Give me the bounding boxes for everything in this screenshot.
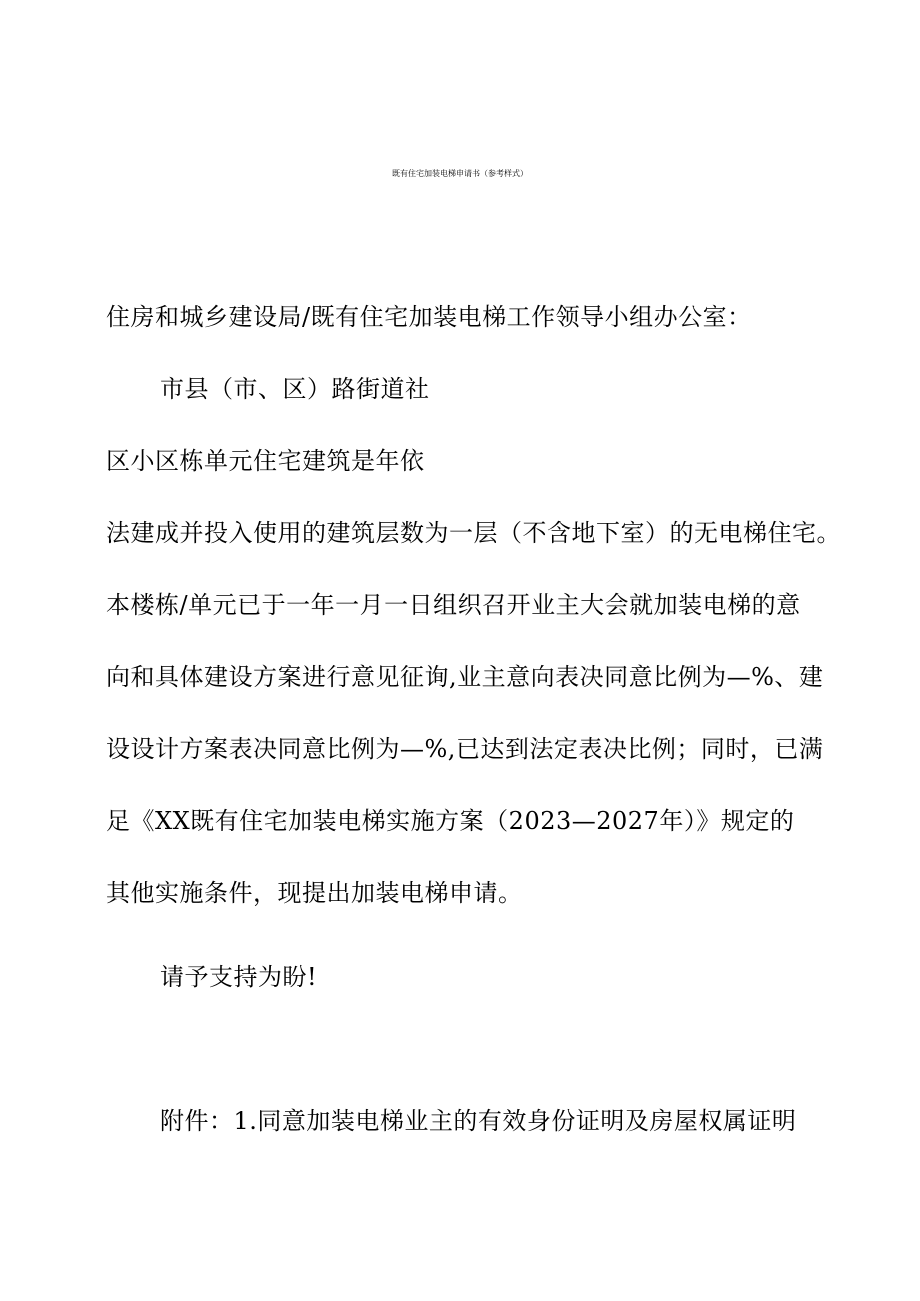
attachment-line: 附件：1.同意加装电梯业主的有效身份证明及房屋权属证明 (160, 1107, 797, 1135)
body-line-4: 本楼栋/单元已于一年一月一日组织召开业主大会就加装电梯的意 (106, 591, 801, 619)
body-line-8: 其他实施条件，现提出加装电梯申请。 (106, 879, 523, 907)
body-line-7: 足《XX既有住宅加装电梯实施方案（2023—2027年）》规定的 (106, 807, 795, 835)
closing-line: 请予支持为盼! (160, 963, 318, 991)
body-line-2: 区小区栋单元住宅建筑是年依 (106, 447, 425, 475)
body-line-3: 法建成并投入使用的建筑层数为一层（不含地下室）的无电梯住宅。 (106, 519, 841, 547)
body-line-1: 市县（市、区）路街道社 (160, 375, 430, 403)
body-line-5: 向和具体建设方案进行意见征询,业主意向表决同意比例为—%、建 (106, 663, 824, 691)
document-title: 既有住宅加装电梯申请书（参考样式） (392, 169, 528, 178)
body-line-6: 设设计方案表决同意比例为—%,已达到法定表决比例；同时，已满 (106, 735, 824, 763)
addressee-line: 住房和城乡建设局/既有住宅加装电梯工作领导小组办公室： (106, 303, 752, 331)
